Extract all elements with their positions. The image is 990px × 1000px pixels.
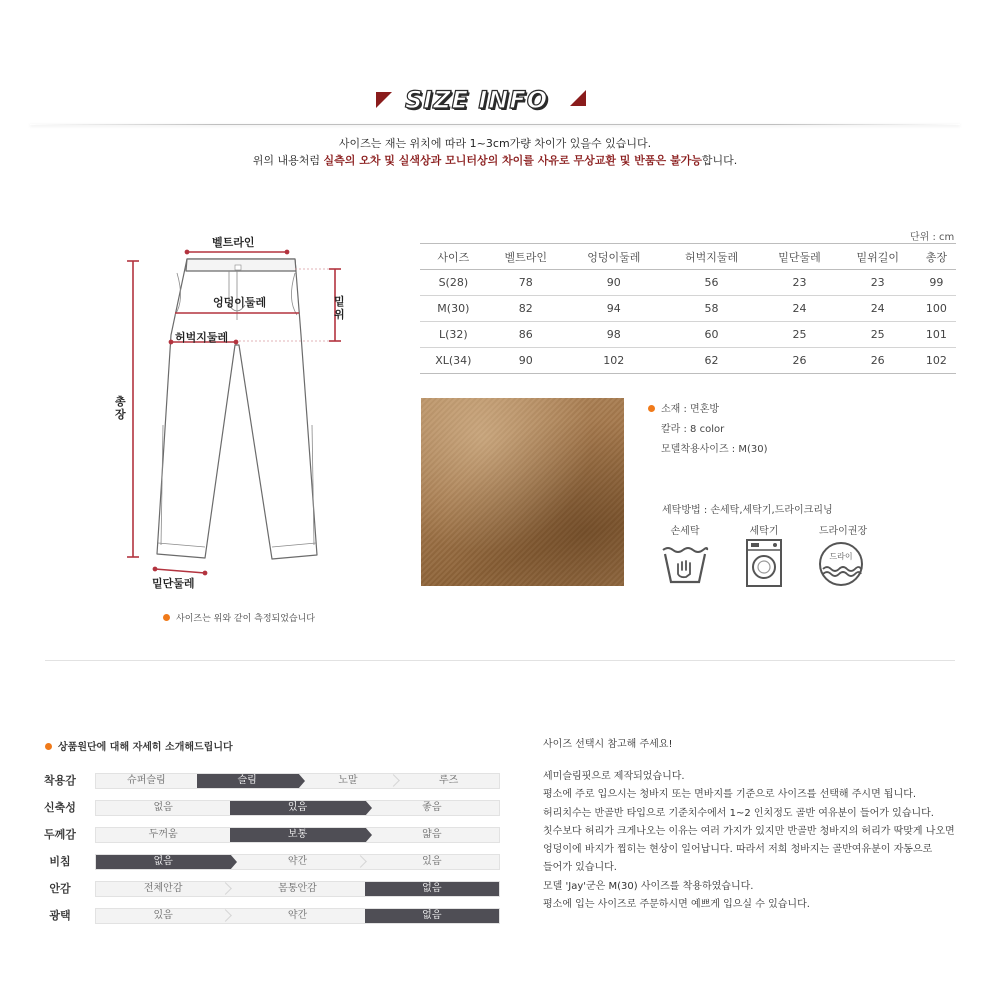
return-policy-highlight: 실측의 오차 및 실색상과 모니터상의 차이를 사유로 무상교환 및 반품은 불가능 <box>323 154 702 167</box>
col-rise: 밑위길이 <box>839 244 917 270</box>
hand-wash-label: 손세탁 <box>670 526 700 537</box>
feel-option: 좋음 <box>422 802 442 813</box>
belt-line-label: 벨트라인 <box>212 236 255 249</box>
bullet-dot-icon <box>163 614 170 621</box>
feel-option: 루즈 <box>438 775 459 786</box>
size-guide-title: 사이즈 선택시 참고해 주세요! <box>543 739 673 750</box>
col-thigh: 허벅지둘레 <box>663 244 761 270</box>
col-hem: 밑단둘레 <box>760 244 838 270</box>
dry-clean-icon-text: 드라이 <box>829 552 853 561</box>
bullet-dot-icon <box>45 743 52 750</box>
feel-option-selected: 없음 <box>96 855 230 869</box>
col-size: 사이즈 <box>420 244 487 270</box>
size-guide-line: 세미슬림핏으로 제작되었습니다. <box>543 771 685 782</box>
size-info-header <box>0 86 990 116</box>
left-triangle-icon <box>376 92 392 108</box>
feel-row-name: 신축성 <box>44 801 76 814</box>
col-length: 총장 <box>917 244 956 270</box>
size-notice: 사이즈는 재는 위치에 따라 1~3cm가량 차이가 있을수 있습니다. <box>338 137 652 150</box>
page-title: SIZE INFO <box>405 86 549 114</box>
size-guide-text <box>543 768 955 914</box>
right-triangle-icon <box>570 90 586 106</box>
col-belt: 벨트라인 <box>487 244 565 270</box>
feel-option: 있음 <box>422 856 442 867</box>
header-divider <box>30 124 960 125</box>
size-table <box>420 243 956 374</box>
feel-option: 두꺼움 <box>148 829 178 840</box>
total-length-label: 총장 <box>115 395 126 421</box>
feel-option: 있음 <box>96 909 230 923</box>
feel-row <box>30 827 500 843</box>
bullet-dot-icon <box>648 405 655 412</box>
feel-option-selected: 보통 <box>230 828 364 842</box>
table-row: M(30) 82 94 58 24 24 100 <box>420 296 956 322</box>
model-size-info: 모델착용사이즈 : M(30) <box>661 444 768 455</box>
table-row: L(32) 86 98 60 25 25 101 <box>420 322 956 348</box>
feel-scale-bar <box>95 854 500 870</box>
section-divider <box>45 660 955 661</box>
hip-label: 엉덩이둘레 <box>213 296 267 309</box>
feel-option-selected: 없음 <box>365 882 499 896</box>
feel-row-name: 착용감 <box>44 774 76 787</box>
return-policy-notice: 위의 내용처럼 실측의 오차 및 실색상과 모니터상의 차이를 사유로 무상교환 및 반품은 불가능합니다. <box>252 154 738 167</box>
size-guide-line: 엉덩이에 바지가 찝히는 현상이 일어납니다. 따라서 저희 청바지는 골반여유분이 자동으로 <box>543 844 933 856</box>
size-guide-line: 평소에 입는 사이즈로 주문하시면 예쁘게 입으실 수 있습니다. <box>543 899 810 911</box>
hem-label: 밑단둘레 <box>152 577 195 590</box>
feel-row-name: 두께감 <box>44 828 76 841</box>
feel-option: 약간 <box>230 855 364 869</box>
size-guide-line: 평소에 주로 입으시는 청바지 또는 면바지를 기준으로 사이즈를 선택해 주시면 됩니다. <box>543 789 917 801</box>
feel-scale-bar <box>95 800 500 816</box>
unit-label: 단위 : cm <box>910 232 955 243</box>
feel-scale-bar <box>95 773 500 789</box>
feel-row <box>30 773 500 789</box>
table-row: XL(34) 90 102 62 26 26 102 <box>420 348 956 374</box>
size-guide-line: 들어가 있습니다. <box>543 862 617 874</box>
rise-label: 밑위 <box>334 295 345 321</box>
fabric-swatch <box>421 398 624 586</box>
dry-clean-icon <box>817 541 865 587</box>
feel-row-name: 안감 <box>49 882 71 895</box>
pants-measure-diagram <box>105 225 375 625</box>
feel-row <box>30 881 500 897</box>
wash-method: 세탁방법 : 손세탁,세탁기,드라이크리닝 <box>662 505 833 516</box>
feel-option: 몸통안감 <box>278 883 317 894</box>
feel-option: 전체안감 <box>96 882 230 896</box>
size-guide-line: 모델 'Jay'군은 M(30) 사이즈를 착용하였습니다. <box>543 880 754 892</box>
feel-scale-bar <box>95 908 500 924</box>
feel-option: 얇음 <box>422 829 442 840</box>
feel-row <box>30 854 500 870</box>
feel-scale-bar <box>95 881 500 897</box>
material-info: 소재 : 면혼방 <box>648 400 719 415</box>
feel-option-selected: 있음 <box>230 801 364 815</box>
fabric-detail-title: 상품원단에 대해 자세히 소개해드립니다 <box>45 738 233 753</box>
feel-option-selected: 없음 <box>365 909 499 923</box>
hand-wash-icon <box>660 540 710 588</box>
feel-row <box>30 908 500 924</box>
pants-outline-icon <box>105 225 375 625</box>
washing-machine-icon <box>744 538 784 588</box>
size-table-header <box>420 244 956 270</box>
feel-option: 약간 <box>287 910 308 921</box>
size-guide-line: 칫수보다 허리가 크게나오는 이유는 여러 가지가 있지만 반골반 청바지의 허리가 딱맞게 나오면 <box>543 825 955 837</box>
feel-option: 노말 <box>298 774 399 788</box>
feel-option-selected: 슬림 <box>197 774 298 788</box>
feel-option: 없음 <box>153 802 173 813</box>
col-hip: 엉덩이둘레 <box>565 244 663 270</box>
color-info: 칼라 : 8 color <box>661 424 725 435</box>
feel-row-name: 비침 <box>49 855 71 868</box>
measure-note: 사이즈는 위와 같이 측정되었습니다 <box>163 611 315 624</box>
table-row: S(28) 78 90 56 23 23 99 <box>420 270 956 296</box>
size-guide-line: 허리치수는 반골반 타입으로 기준치수에서 1~2 인치정도 골반 여유분이 들어가 있습니다. <box>543 807 934 819</box>
dry-clean-label: 드라이권장 <box>818 526 868 537</box>
feel-option: 슈퍼슬림 <box>127 775 166 786</box>
washing-machine-label: 세탁기 <box>749 526 779 537</box>
thigh-label: 허벅지둘레 <box>175 331 229 344</box>
feel-row <box>30 800 500 816</box>
feel-row-name: 광택 <box>49 909 71 922</box>
feel-scale-bar <box>95 827 500 843</box>
